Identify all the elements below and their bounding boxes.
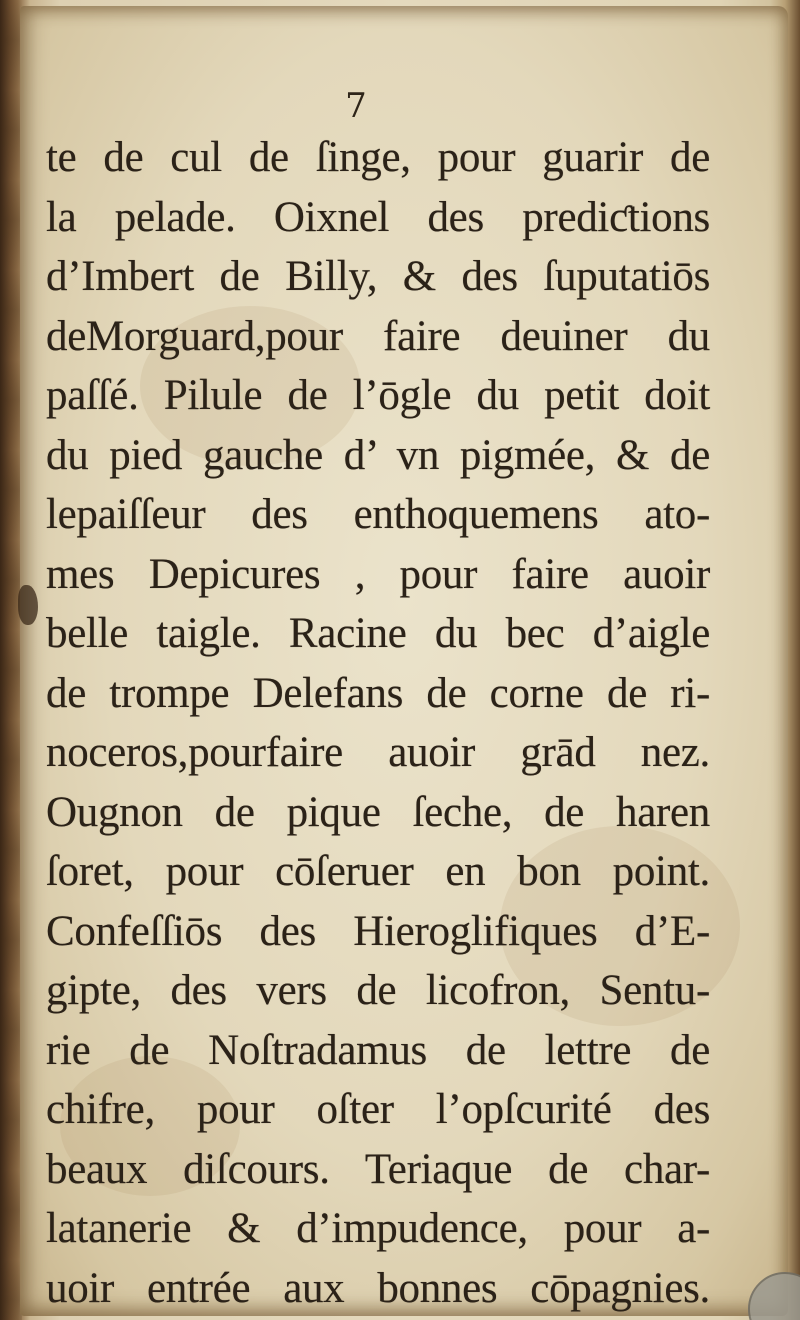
page-tear-mark [18, 585, 38, 625]
page-number: 7 [345, 86, 367, 126]
text-line: te de cul de ſinge, pour guarir de [46, 134, 710, 181]
text-line: deMorguard,pour faire deuiner du [46, 312, 710, 360]
text-line: ſoret, pour cōſeruer en bon point. [46, 848, 710, 895]
text-line: Confeſſiōs des Hieroglifiques d’E- [46, 907, 710, 955]
text-line: noceros,pourfaire auoir grād nez. [46, 729, 710, 776]
text-line: gipte, des vers de licofron, Sentu- [46, 967, 710, 1014]
text-line: d’Imbert de Billy, & des ſuputatiōs [46, 253, 710, 300]
text-line: la pelade. Oixnel des prediƈtions [46, 193, 710, 241]
text-line: du pied gauche d’ vn pigmée, & de [46, 431, 710, 479]
text-line: belle taigle. Racine du bec d’aigle [46, 610, 710, 657]
text-line: mes Depicures , pour faire auoir [46, 550, 710, 598]
text-line: chifre, pour oſter l’opſcurité des [46, 1086, 710, 1133]
text-line: lepaiſſeur des enthoquemens ato- [46, 491, 710, 538]
binding-edge [0, 0, 22, 1320]
text-line: latanerie & d’impudence, pour a- [46, 1205, 710, 1252]
text-line: uoir entrée aux bonnes cōpagnies. [46, 1264, 710, 1312]
text-line: Ougnon de pique ſeche, de haren [46, 788, 710, 836]
body-text [46, 128, 710, 1318]
text-line: rie de Noſtradamus de lettre de [46, 1026, 710, 1074]
text-line: beaux diſcours. Teriaque de char- [46, 1145, 710, 1193]
text-line: paſſé. Pilule de l’ōgle du petit doit [46, 372, 710, 419]
text-line: de trompe Delefans de corne de ri- [46, 669, 710, 717]
